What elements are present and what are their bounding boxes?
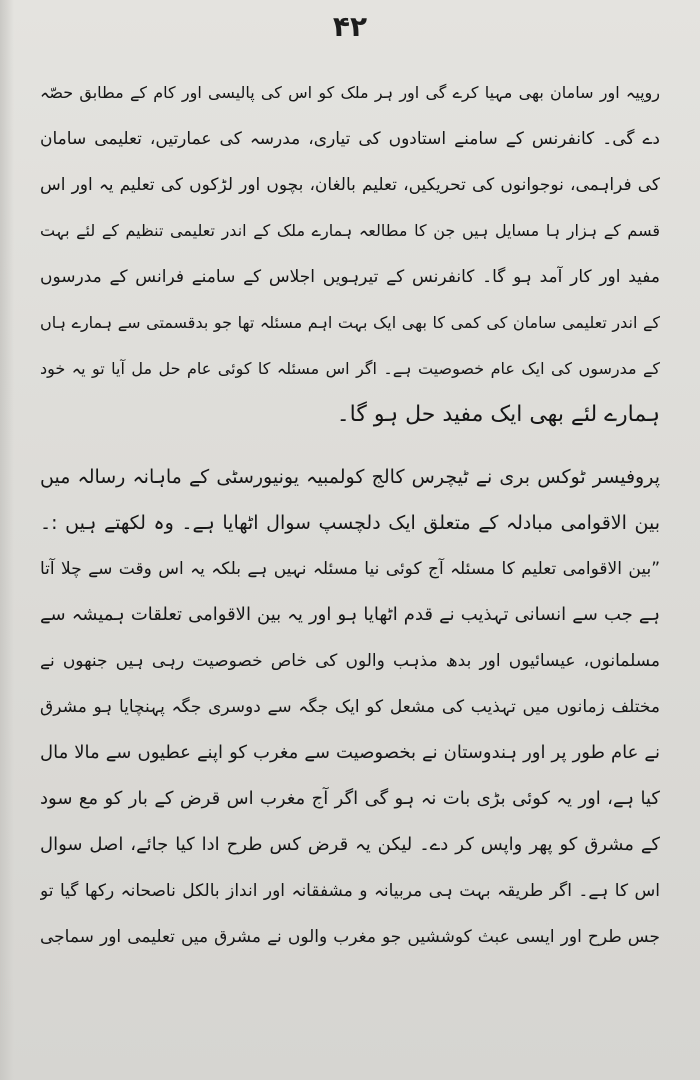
- text-line: اس کا ہے۔ اگر طریقہ بہت ہی مربیانہ و مشفقانہ اور انداز بالکل ناصحانہ رکھا گیا تو: [40, 881, 660, 901]
- text-line: مختلف زمانوں میں تہذیب کی مشعل کو ایک جگہ سے دوسری جگہ پہنچایا ہو مشرق: [40, 697, 660, 717]
- text-line: کیا ہے، اور یہ کوئی بڑی بات نہ ہو گی اگر آج مغرب اس قرض کے بار کو مع سود: [40, 788, 660, 809]
- text-line: بین الاقوامی مبادلہ کے متعلق ایک دلچسپ سوال اٹھایا ہے۔ وہ لکھتے ہیں :۔: [40, 512, 660, 534]
- text-line: پروفیسر ٹوکس بری نے ٹیچرس کالج کولمبیہ یونیورسٹی کے ماہانہ رسالہ میں: [40, 466, 660, 488]
- text-line: مسلمانوں، عیسائیوں اور بدھ مذہب والوں کی خاص خصوصیت رہی ہیں جنھوں نے: [40, 651, 660, 671]
- text-line: کے مشرق کو پھر واپس کر دے۔ لیکن یہ قرض کس طرح ادا کیا جائے، اصل سوال: [40, 834, 660, 855]
- text-line: جس طرح اور ایسی عبث کوششیں جو مغرب والوں نے مشرق میں تعلیمی اور سماجی: [40, 927, 660, 947]
- text-line: ہے جب سے انسانی تہذیب نے قدم اٹھایا ہو اور یہ بین الاقوامی تعلقات ہمیشہ سے: [40, 604, 660, 625]
- text-line: ”بین الاقوامی تعلیم کا مسئلہ آج کوئی نیا مسئلہ نہیں ہے بلکہ یہ اس وقت سے چلا آتا: [40, 559, 660, 579]
- text-line: مفید اور کار آمد ہو گا۔ کانفرنس کے تیرہویں اجلاس کے سامنے فرانس کے مدرسوں: [40, 267, 660, 287]
- text-line: نے عام طور پر اور ہندوستان نے بخصوصیت سے مغرب کو اپنے عطیوں سے مالا مال: [40, 742, 660, 763]
- text-line: قسم کے ہزار ہا مسایل ہیں جن کا مطالعہ ہمارے ملک کے اندر تعلیمی تنظیم کے لئے بہت: [40, 221, 660, 240]
- text-line: کے مدرسوں کی ایک عام خصوصیت ہے۔ اگر اس مسئلہ کا کوئی عام حل مل آیا تو یہ خود: [40, 359, 660, 378]
- paragraph-gap: [40, 438, 660, 454]
- body-text: [40, 70, 660, 960]
- text-line: ہمارے لئے بھی ایک مفید حل ہو گا۔: [336, 402, 660, 427]
- text-line: کی فراہمی، نوجوانوں کی تحریکیں، تعلیم بالغان، بچوں اور لڑکوں کی تعلیم یہ اور اس: [40, 175, 660, 195]
- paragraph: [40, 454, 660, 960]
- text-line: کے اندر تعلیمی سامان کی کمی کا بھی ایک بہت اہم مسئلہ تھا جو بدقسمتی سے ہمارے ہاں: [40, 313, 660, 332]
- text-line: روپیہ اور سامان بھی مہیا کرے گی اور ہر ملک کو اس کی پالیسی اور کام کے مطابق حصّہ: [40, 83, 660, 102]
- page-number: ۴۲: [332, 10, 368, 43]
- paragraph: [40, 70, 660, 438]
- text-line: دے گی۔ کانفرنس کے سامنے استادوں کی تیاری، مدرسہ کی عمارتیں، تعلیمی سامان: [40, 129, 660, 149]
